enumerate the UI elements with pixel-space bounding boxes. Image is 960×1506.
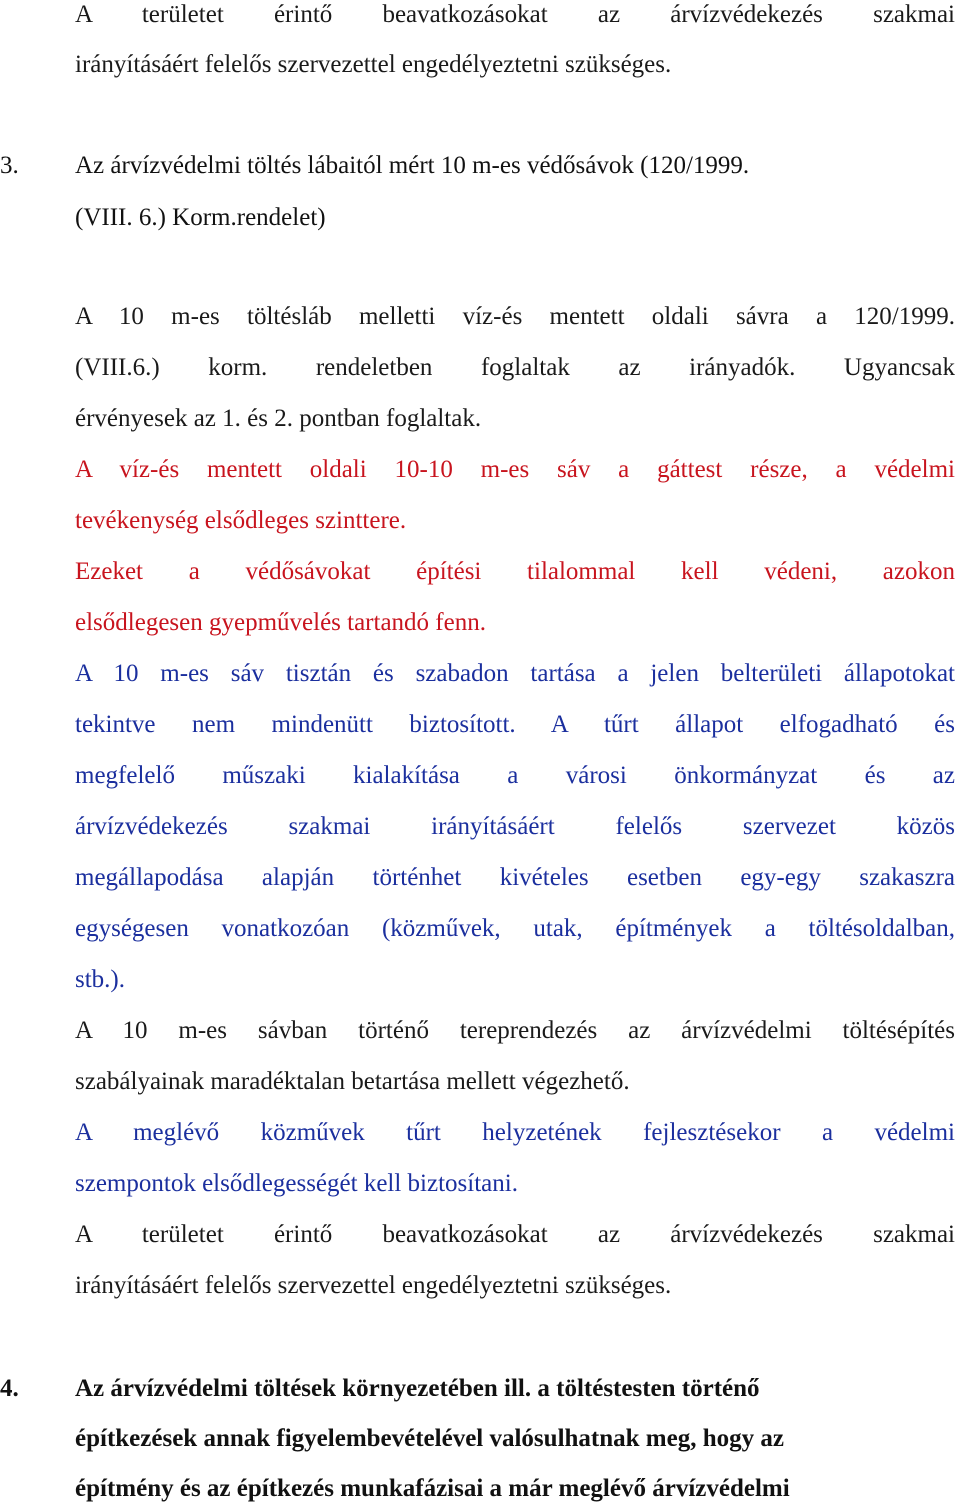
section-4-title-line-3: építmény és az építkezés munkafázisai a már meglévő árvízvédelmi	[75, 1475, 790, 1502]
paragraph-line-red: A víz-és mentett oldali 10-10 m-es sáv a gáttest része, a védelmi	[75, 456, 955, 483]
paragraph-line-blue: A meglévő közművek tűrt helyzetének fejlesztésekor a védelmi	[75, 1119, 955, 1146]
section-4-number: 4.	[0, 1375, 19, 1402]
paragraph-line-blue: tekintve nem mindenütt biztosított. A tűrt állapot elfogadható és	[75, 711, 955, 738]
paragraph-line: A területet érintő beavatkozásokat az árvízvédekezés szakmai	[75, 1221, 955, 1248]
paragraph-line-blue: A 10 m-es sáv tisztán és szabadon tartása a jelen belterületi állapotokat	[75, 660, 955, 687]
paragraph-line-blue: megállapodása alapján történhet kivételes esetben egy-egy szakaszra	[75, 864, 955, 891]
section-3-number: 3.	[0, 152, 19, 179]
paragraph-line: (VIII.6.) korm. rendeletben foglaltak az irányadók. Ugyancsak	[75, 354, 955, 381]
paragraph-line-blue: egységesen vonatkozóan (közművek, utak, építmények a töltésoldalban,	[75, 915, 955, 942]
paragraph-line-blue: stb.).	[75, 966, 125, 993]
section-3-title-line-2: (VIII. 6.) Korm.rendelet)	[75, 204, 326, 231]
paragraph-line-red: elsődlegesen gyepművelés tartandó fenn.	[75, 609, 486, 636]
paragraph-line-blue: szempontok elsődlegességét kell biztosítani.	[75, 1170, 518, 1197]
paragraph-line-red: Ezeket a védősávokat építési tilalommal kell védeni, azokon	[75, 558, 955, 585]
intro-line-2: irányításáért felelős szervezettel engedélyeztetni szükséges.	[75, 51, 672, 78]
paragraph-line: érvényesek az 1. és 2. pontban foglaltak.	[75, 405, 482, 432]
intro-line-1: A területet érintő beavatkozásokat az árvízvédekezés szakmai	[75, 1, 955, 28]
paragraph-line: szabályainak maradéktalan betartása mellett végezhető.	[75, 1068, 630, 1095]
section-4-title-line-1: Az árvízvédelmi töltések környezetében ill. a töltéstesten történő	[75, 1375, 760, 1402]
section-3-title-line-1: Az árvízvédelmi töltés lábaitól mért 10 m-es védősávok (120/1999.	[75, 152, 750, 179]
paragraph-line-blue: árvízvédekezés szakmai irányításáért felelős szervezet közös	[75, 813, 955, 840]
paragraph-line-red: tevékenység elsődleges szinttere.	[75, 507, 407, 534]
paragraph-line: A 10 m-es töltésláb melletti víz-és mentett oldali sávra a 120/1999.	[75, 303, 955, 330]
section-4-title-line-2: építkezések annak figyelembevételével valósulhatnak meg, hogy az	[75, 1425, 784, 1452]
paragraph-line: irányításáért felelős szervezettel engedélyeztetni szükséges.	[75, 1272, 672, 1299]
paragraph-line: A 10 m-es sávban történő tereprendezés az árvízvédelmi töltésépítés	[75, 1017, 955, 1044]
paragraph-line-blue: megfelelő műszaki kialakítása a városi önkormányzat és az	[75, 762, 955, 789]
